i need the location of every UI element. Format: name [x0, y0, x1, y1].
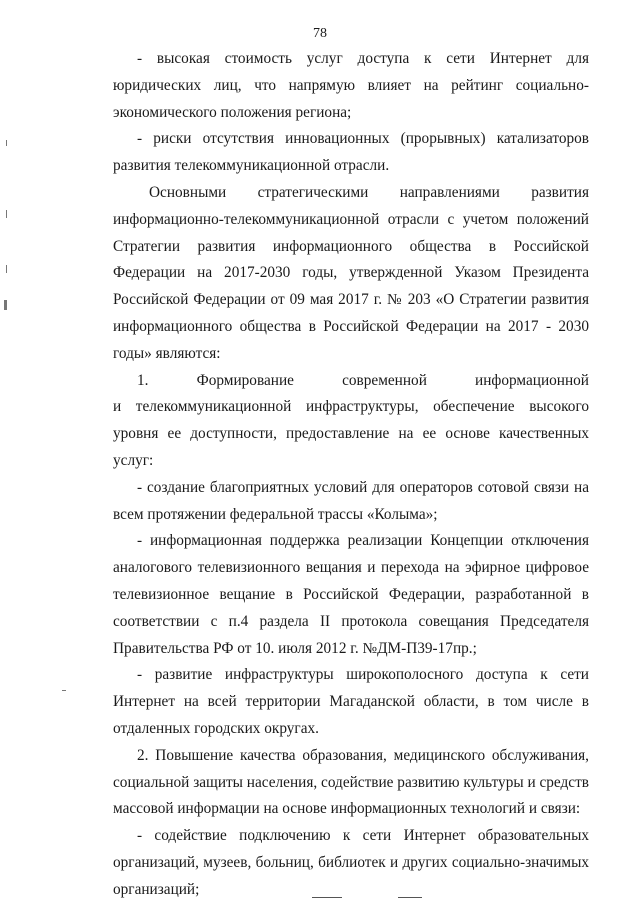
document-body [113, 46, 589, 904]
margin-mark [6, 140, 7, 146]
paragraph: - высокая стоимость услуг доступа к сети Интернет для юридических лиц, что напрямую влияет на рейтинг социально-экономического положения региона; [113, 50, 589, 121]
margin-mark [6, 210, 7, 218]
paragraph: - информационная поддержка реализации Концепции отключения аналогового телевизионного вещания и перехода на эфирное цифровое телевизионное вещание в Российской Федерации, разработанной в соответствии с п.4 раздела II протокола совещания Председателя Правительства РФ от 10. июля 2012 г. №ДМ-П39-17пр.; [113, 532, 589, 657]
paragraph: и телекоммуникационной инфраструктуры, обеспечение высокого уровня ее доступности, предоставление на ее основе качественных услуг: [113, 398, 589, 469]
bottom-divider [398, 897, 422, 898]
paragraph: - развитие инфраструктуры широкополосного доступа к сети Интернет на всей территории Магаданской области, в том числе в отдаленных городских округах. [113, 666, 589, 737]
margin-mark [62, 690, 66, 691]
page-number: 78 [313, 26, 327, 41]
paragraph: - риски отсутствия инновационных (прорывных) катализаторов развития телекоммуникационной отрасли. [113, 130, 589, 175]
paragraph: - создание благоприятных условий для операторов сотовой связи на всем протяжении федеральной трассы «Колыма»; [113, 478, 589, 523]
paragraph: - содействие подключению к сети Интернет образовательных организаций, музеев, больниц, библиотек и других социально-значимых организаций; [113, 827, 589, 898]
bottom-divider [312, 897, 342, 898]
margin-mark [6, 265, 7, 273]
paragraph: 1. Формирование современной информационной [137, 371, 589, 389]
paragraph: 2. Повышение качества образования, медицинского обслуживания, социальной защиты населения, содействие развитию культуры и средств массовой информации на основе информационных технологий и связи: [113, 746, 589, 818]
margin-mark [4, 300, 7, 310]
paragraph: Основными стратегическими направлениями развития информационно-телекоммуникационной отрасли с учетом положений Стратегии развития информационного общества в Российской Федерации на 2017-2030 годы, утвержденной Указом Президента Российской Федерации от 09 мая 2017 г. № 203 «О Стратегии развития информационного общества в Российской Федерации на 2017 - 2030 годы» являются: [113, 183, 589, 362]
